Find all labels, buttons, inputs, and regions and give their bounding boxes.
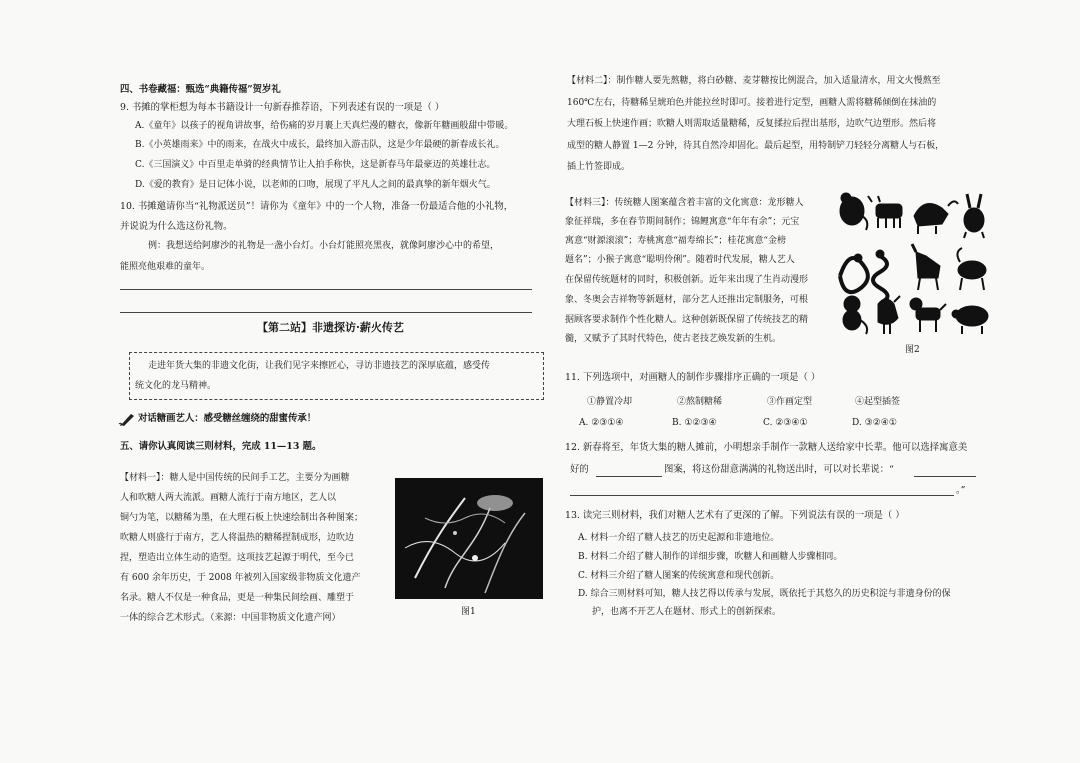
q12-line2-start: 好的	[570, 464, 589, 475]
q10-line2: 并说说为什么选这份礼物。	[120, 221, 233, 232]
rabbit-figure-icon	[964, 194, 984, 238]
material3-line: 寓意“财源滚滚”；寿桃寓意“福寿绵长”；桂花寓意“金榜	[565, 236, 787, 246]
intro-line1: 走进年货大集的非遗文化街，让我们见字来擦匠心，寻访非遗技艺的深厚底蕴，感受传	[148, 361, 491, 371]
section5-title: 五、请你认真阅读三则材料，完成 11—13 题。	[120, 441, 322, 452]
q12-line1: 12. 新春将至，年货大集的糖人摊前，小明想亲手制作一款糖人送给家中长辈。他可以选择寓意美	[565, 442, 968, 453]
material2-line: 插上竹签即成。	[567, 162, 631, 172]
q12-speech-blank-1[interactable]	[914, 476, 976, 477]
station-title: 【第二站】非遗探访·薪火传艺	[257, 321, 404, 334]
material2-line: 160℃左右，待糖稀呈琥珀色并能拉丝时即可。接着进行定型，画糖人需将糖稀倾倒在抹油的	[567, 98, 937, 108]
material1-line: 捏，塑造出立体生动的造型。这项技艺起源于明代，至今已	[120, 553, 355, 563]
q11-step: ②熬制糖稀	[677, 397, 723, 407]
material2-line: 【材料二】：制作糖人要先熬糖，将白砂糖、麦芽糖按比例混合，加入适量清水，用文火慢熬至	[567, 76, 941, 86]
material1-line: 人和吹糖人两大流派。画糖人流行于南方地区，艺人以	[120, 493, 337, 503]
q12-line2-mid: 图案，将这份甜意满满的礼物送出时，可以对长辈说：“	[664, 464, 894, 475]
q11-step: ④起型插签	[855, 397, 901, 407]
q13-option-d-cont: 护，也离不开艺人在题材、形式上的创新探索。	[592, 607, 782, 617]
q13-option-c: C. 材料三介绍了糖人图案的传统寓意和现代创新。	[578, 571, 780, 581]
q10-line1: 10. 书摊邀请你当“礼物派送员”！请你为《童年》中的一个人物，准备一份最适合他的小礼物，	[120, 201, 514, 212]
material3-line: 象、冬奥会吉祥物等新题材，部分艺人还推出定制服务，可根	[565, 295, 809, 305]
answer-line-1[interactable]	[120, 289, 532, 290]
material3-line: 据顾客要求制作个性化糖人。这种创新既保留了传统技艺的精	[565, 315, 809, 325]
q13-option-a: A. 材料一介绍了糖人技艺的历史起源和非遗地位。	[578, 533, 780, 543]
material2-line: 大理石板上快速作画；吹糖人则需取适量糖稀，反复揉拉后捏出基形，边吹气边塑形。然后将	[567, 119, 937, 129]
q12-line3-end: 。”	[956, 485, 966, 496]
material3-line: 象征祥瑞，多在春节期间制作；锦鲤寓意“年年有余”；元宝	[565, 217, 800, 227]
intro-box	[129, 352, 544, 400]
dog-figure-icon	[910, 298, 946, 332]
dragon-figure-icon	[840, 254, 868, 292]
q11-choice-a[interactable]: A. ②③①④	[579, 418, 624, 428]
material3-line: 在保留传统题材的同时，积极创新。近年来出现了生肖动漫形	[565, 275, 809, 285]
q11-step: ①静置冷却	[587, 397, 633, 407]
horse-figure-icon	[912, 244, 940, 290]
snake-figure-icon	[873, 250, 888, 302]
q10-example-line1: 例：我想送给阿廖沙的礼物是一盏小台灯。小台灯能照亮黑夜，就像阿廖沙心中的希望，	[148, 241, 500, 251]
q13-option-b: B. 材料二介绍了糖人制作的详细步骤，吹糖人和画糖人步骤相同。	[578, 552, 843, 562]
q9-stem: 9. 书摊的掌柜想为每本书籍设计一句新春推荐语，下列表述有误的一项是（ ）	[120, 102, 445, 113]
q9-option-a: A.《童年》以孩子的视角讲故事，给伤痛的岁月裹上天真烂漫的糖衣，像新年糖画般甜中带暖。	[135, 121, 514, 131]
q12-pattern-blank[interactable]	[596, 476, 662, 477]
q11-choice-b[interactable]: B. ①②③④	[672, 418, 717, 428]
material1-line: 一体的综合艺术形式。（来源：中国非物质文化遗产网）	[120, 613, 341, 623]
material1-line: 【材料一】：糖人是中国传统的民间手工艺，主要分为画糖	[120, 473, 350, 483]
intro-line2: 统文化的龙马精神。	[135, 381, 217, 391]
q11-step: ③作画定型	[767, 397, 813, 407]
material3-line: 髓，又赋予了其时代特色，使古老技艺焕发新的生机。	[565, 334, 782, 344]
rooster-figure-icon	[878, 296, 900, 334]
material3-line: 题名”；小猴子寓意“聪明伶俐”。随着时代发展，糖人艺人	[565, 255, 795, 265]
q11-choice-c[interactable]: C. ②③④①	[763, 418, 808, 428]
section4-title: 四、书卷藏福：甄选“典籍传福”贺岁礼	[120, 84, 281, 95]
q13-option-d: D. 综合三则材料可知，糖人技艺得以传承与发展，既依托于其悠久的历史积淀与非遗身份的保	[578, 589, 951, 599]
rat-figure-icon	[840, 193, 867, 230]
q13-stem: 13. 读完三则材料，我们对糖人艺术有了更深的了解。下列说法有误的一项是（ ）	[565, 510, 905, 521]
pig-figure-icon	[952, 306, 988, 334]
tiger-figure-icon	[914, 201, 958, 234]
dialogue-title: 对话糖画艺人：感受糖丝缠绕的甜蜜传承！	[138, 413, 317, 424]
q9-option-b: B.《小英雄雨来》中的雨来，在战火中成长，最终加入游击队，这是少年最硬的新春成长礼。	[135, 140, 505, 150]
monkey-figure-icon	[843, 296, 867, 334]
q12-speech-blank-2[interactable]	[570, 495, 954, 496]
sugar-painting-photo	[395, 478, 543, 599]
figure1-caption: 图1	[461, 607, 476, 617]
material1-line: 名录。糖人不仅是一种食品，更是一种集民间绘画、雕塑于	[120, 593, 355, 603]
answer-line-2[interactable]	[120, 312, 532, 313]
q11-choice-d[interactable]: D. ③②④①	[852, 418, 897, 428]
figure2-caption: 图2	[905, 345, 920, 355]
material1-line: 吹糖人则盛行于南方，艺人将温热的糖稀捏制成形，边吹边	[120, 533, 355, 543]
goat-figure-icon	[957, 248, 986, 290]
q11-stem: 11. 下列选项中，对画糖人的制作步骤排序正确的一项是（ ）	[565, 372, 821, 383]
material1-line: 铜勺为笔，以糖稀为墨，在大理石板上快速绘制出各种图案；	[120, 513, 364, 523]
q9-option-d: D.《爱的教育》是日记体小说，以老师的口吻，展现了平凡人之间的最真挚的新年烟火气。	[135, 180, 496, 190]
material3-line: 【材料三】：传统糖人图案蕴含着丰富的文化寓意：龙形糖人	[565, 198, 804, 208]
ox-figure-icon	[868, 196, 902, 228]
q10-example-line2: 能照亮他艰难的童年。	[120, 262, 211, 272]
material1-line: 有 600 余年历史，于 2008 年被列入国家级非物质文化遗产	[120, 573, 361, 583]
q9-option-c: C.《三国演义》中百里走单骑的经典情节让人拍手称快，这是新春马年最豪迈的英雄壮志。	[135, 160, 496, 170]
material2-line: 成型的糖人静置 1—2 分钟，待其自然冷却固化。最后起型，用特制铲刀轻轻分离糖人与石板，	[567, 141, 945, 151]
writing-pen-icon	[118, 411, 136, 430]
zodiac-sugar-figures	[832, 186, 992, 338]
